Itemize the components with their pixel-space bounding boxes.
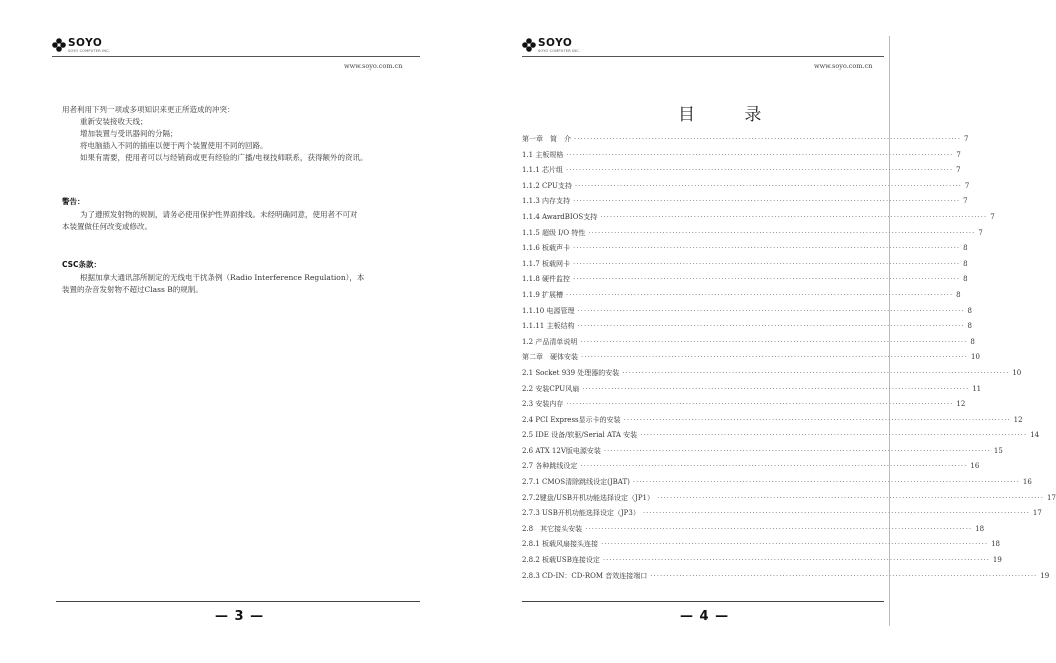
toc-leader-dots: ························································································································ [566,166,954,175]
toc-entry[interactable] [522,212,995,228]
toc-entry-page: 10 [971,353,980,362]
toc-entry-label: 2.8.3 CD-IN：CD-ROM 音效连接端口 [522,571,648,580]
toc-entry[interactable] [522,508,1042,524]
toc-entry-page: 18 [975,524,985,533]
toc-leader-dots: ························································································································ [622,368,1010,377]
toc-entry[interactable] [522,274,968,290]
toc-entry-page: 8 [967,306,972,315]
warning-text [62,209,358,233]
toc-leader-dots: ························································································································ [566,400,954,409]
toc-entry-label: 2.4 PCI Express显示卡的安装 [522,415,621,424]
csc-line: 装置的杂音发射物不超过Class B的规制。 [62,285,203,294]
toc-entry[interactable] [522,430,1040,446]
toc-leader-dots: ························································································································ [585,524,973,533]
toc-entry-page: 8 [963,244,968,253]
toc-entry[interactable] [522,477,1032,493]
left-page [0,0,468,663]
toc-entry-page: 16 [1022,478,1032,487]
toc-entry-label: 2.7.2键盘/USB开机功能选择设定（JP1） [522,493,654,502]
footer-rule [56,601,420,602]
toc-leader-dots: ························································································································ [573,275,961,284]
warning-heading: 警告： [62,197,85,206]
toc-entry-label: 1.1.9 扩展槽 [522,290,564,299]
toc-entry-label: 1.1 主板规格 [522,150,564,159]
warning-line: 本装置做任何改变或修改。 [62,222,152,231]
toc-entry-label: 1.1.1 芯片组 [522,166,564,175]
footer-rule [522,601,884,602]
toc-leader-dots: ························································································································ [601,540,989,549]
header-rule [522,56,884,57]
toc-entry-label: 1.2 产品清单说明 [522,337,578,346]
toc-entry[interactable] [522,243,968,259]
toc-entry[interactable] [522,134,969,150]
toc-entry-page: 8 [963,259,968,268]
toc-leader-dots: ························································································································ [632,478,1020,487]
toc-leader-dots: ························································································································ [588,228,976,237]
toc-entry[interactable] [522,150,961,166]
toc-leader-dots: ························································································································ [580,337,968,346]
toc-leader-dots: ························································································································ [650,571,1038,580]
toc-entry[interactable] [522,446,1003,462]
toc-entry[interactable] [522,493,1056,509]
toc-entry-label: 2.7.1 CMOS清除跳线设定(JBAT) [522,478,630,487]
intro-line: 如果有需要，使用者可以与经销商或更有经验的广播/电视技师联系，获得额外的资讯。 [80,153,368,162]
toc-entry-label: 2.6 ATX 12V版电源安装 [522,446,601,455]
toc-leader-dots: ························································································································ [574,135,962,143]
logo-word: SOYO [68,37,103,49]
toc-leader-dots: ························································································································ [582,384,970,393]
website-url: www.soyo.com.cn [814,62,873,70]
logo-tagline: SOYO COMPUTER INC. [68,48,111,53]
soyo-logo-mark-icon [52,38,66,52]
toc-entry[interactable] [522,415,1023,431]
toc-leader-dots: ························································································································ [580,462,968,471]
toc-entry-label: 1.1.5 超级 I/O 特性 [522,228,586,237]
intro-paragraph [62,104,368,164]
toc-entry-page: 8 [956,290,961,299]
toc-entry-page: 7 [963,197,968,206]
toc-entry-page: 10 [1012,368,1022,377]
toc-leader-dots: ························································································································ [574,181,962,190]
csc-line: 根据加拿大通讯部所制定的无线电干扰条例（Radio Interference Regulation），本 [80,273,365,282]
right-page [468,0,1056,663]
intro-line: 重新安装接收天线； [80,117,148,126]
toc-entry[interactable] [522,524,985,540]
intro-line: 增加装置与受讯器间的分隔； [80,129,178,138]
soyo-logo [522,38,580,53]
toc-entry-page: 16 [970,462,980,471]
toc-entry[interactable] [522,571,1050,587]
toc-entry-page: 17 [1047,493,1056,502]
toc-entry-page: 19 [992,556,1002,565]
toc-entry-page: 17 [1032,509,1042,518]
toc-leader-dots: ························································································································ [573,244,961,253]
toc-leader-dots: ························································································································ [573,197,961,206]
toc-entry-label: 1.1.11 主板结构 [522,322,575,331]
toc-entry-label: 1.1.7 板载网卡 [522,259,571,268]
toc-entry-label: 1.1.3 内存支持 [522,197,571,206]
toc-entry-page: 7 [964,135,969,143]
toc-entry-label: 1.1.6 板载声卡 [522,244,571,253]
toc-entry-label: 2.7.3 USB开机功能选择设定（JP3） [522,509,640,518]
page-edge-rule [889,36,890,626]
table-of-contents [522,134,1056,586]
toc-leader-dots: ························································································································ [603,446,991,455]
toc-entry[interactable] [522,321,972,337]
toc-entry[interactable] [522,306,972,322]
toc-entry-page: 11 [972,384,982,393]
warning-line: 为了遵照发射物的规制，请务必使用保护性界面排线。未经明确同意，使用者不可对 [80,210,358,219]
toc-leader-dots: ························································································································ [581,353,969,362]
toc-leader-dots: ························································································································ [640,431,1028,440]
toc-entry-label: 1.1.10 电源管理 [522,306,575,315]
toc-entry[interactable] [522,539,1000,555]
toc-entry-page: 18 [991,540,1000,549]
toc-entry-label: 1.1.8 硬件监控 [522,275,571,284]
header-rule [52,56,420,57]
toc-entry[interactable] [522,352,980,368]
toc-entry[interactable] [522,290,961,306]
toc-entry[interactable] [522,337,975,353]
toc-leader-dots: ························································································································ [566,290,954,299]
toc-title: 目 录 [678,105,784,125]
toc-leader-dots: ························································································································ [577,322,965,331]
toc-entry-page: 15 [993,446,1003,455]
toc-entry[interactable] [522,461,980,477]
toc-entry-label: 1.1.2 CPU支持 [522,181,572,190]
toc-entry-label: 第一章 简 介 [522,135,571,143]
csc-heading: CSC条款： [62,260,102,269]
toc-entry-label: 第二章 硬体安装 [522,353,578,362]
toc-entry-page: 8 [967,322,972,331]
toc-entry-label: 2.5 IDE 设备/软驱/Serial ATA 安装 [522,431,638,440]
toc-entry-page: 7 [956,166,961,175]
toc-entry-label: 2.2 安装CPU风扇 [522,384,580,393]
toc-entry-label: 2.8.2 板载USB连接设定 [522,556,600,565]
toc-leader-dots: ························································································································ [623,415,1011,424]
toc-entry[interactable] [522,399,966,415]
toc-entry[interactable] [522,555,1002,571]
toc-entry-label: 1.1.4 AwardBIOS支持 [522,212,598,221]
toc-entry-label: 2.7 各种跳线设定 [522,462,578,471]
toc-entry-page: 8 [970,337,975,346]
toc-entry-page: 12 [956,400,966,409]
toc-entry-page: 12 [1013,415,1023,424]
toc-entry[interactable] [522,181,970,197]
toc-leader-dots: ························································································································ [600,212,988,221]
toc-entry[interactable] [522,196,968,212]
toc-entry[interactable] [522,259,968,275]
logo-word: SOYO [538,37,573,49]
toc-entry-page: 19 [1040,571,1050,580]
intro-line: 用者利用下列一项或多项知识来更正所造成的冲突： [62,105,235,114]
toc-entry-label: 2.8 其它接头安装 [522,524,583,533]
soyo-logo [52,38,110,53]
intro-line: 将电脑插入不同的插座以便于两个装置使用不同的回路。 [80,141,268,150]
page-number: — 4 — [680,609,730,624]
toc-entry[interactable] [522,384,982,400]
toc-entry-page: 14 [1030,431,1040,440]
toc-entry[interactable] [522,228,983,244]
toc-entry-label: 2.3 安装内存 [522,400,564,409]
soyo-logo-mark-icon [522,38,536,52]
toc-leader-dots: ························································································································ [573,259,961,268]
logo-tagline: SOYO COMPUTER INC. [538,48,581,53]
toc-leader-dots: ························································································································ [642,509,1030,518]
csc-text [62,272,364,296]
page-number: — 3 — [215,609,265,624]
toc-leader-dots: ························································································································ [602,556,990,565]
toc-entry-label: 2.8.1 板载风扇接头连接 [522,540,599,549]
toc-entry-page: 7 [964,181,970,190]
toc-leader-dots: ························································································································ [566,150,954,159]
toc-entry[interactable] [522,165,961,181]
toc-entry-page: 7 [956,150,961,159]
toc-entry-page: 8 [963,275,968,284]
toc-entry-page: 7 [990,212,995,221]
toc-leader-dots: ························································································································ [656,493,1044,502]
toc-leader-dots: ························································································································ [577,306,965,315]
toc-entry-page: 7 [978,228,983,237]
toc-entry[interactable] [522,368,1022,384]
website-url: www.soyo.com.cn [344,62,403,70]
toc-entry-label: 2.1 Socket 939 处理器的安装 [522,368,620,377]
